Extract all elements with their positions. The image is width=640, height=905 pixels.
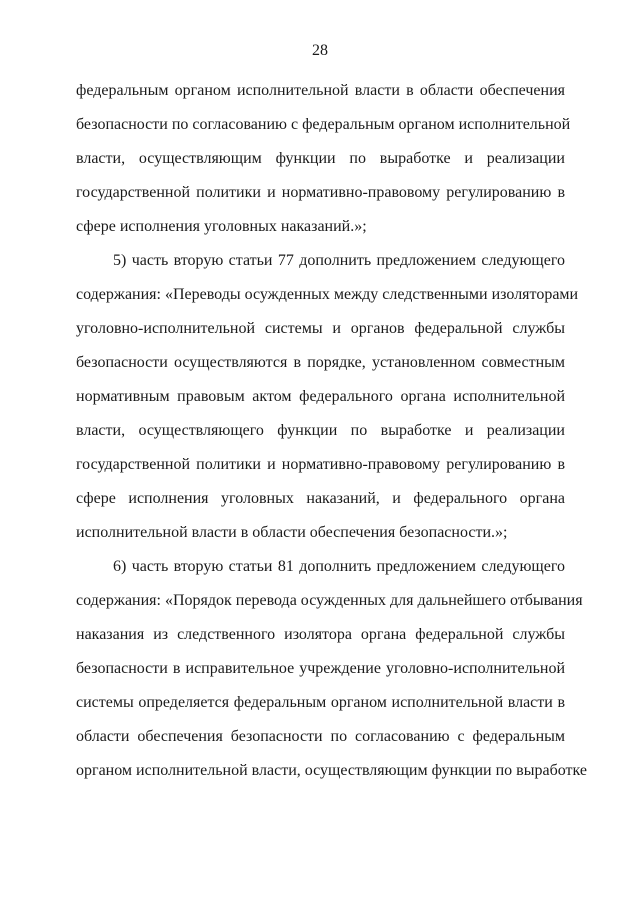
document-body [76, 81, 587, 795]
paragraph-line: нормативным правовым актом федерального органа исполнительной [76, 388, 565, 405]
paragraph-line: федеральным органом исполнительной власти в области обеспечения [76, 82, 565, 99]
paragraph-first-line: 6) часть вторую статьи 81 дополнить предложением следующего [113, 558, 565, 575]
paragraph-line: наказания из следственного изолятора органа федеральной службы [76, 626, 565, 643]
page-number: 28 [312, 42, 328, 59]
paragraph-line: системы определяется федеральным органом исполнительной власти в [76, 694, 565, 711]
paragraph-line: органом исполнительной власти, осуществляющим функции по выработке [76, 762, 587, 779]
paragraph-line: содержания: «Порядок перевода осужденных для дальнейшего отбывания [76, 592, 583, 609]
paragraph-line: исполнительной власти в области обеспечения безопасности.»; [76, 524, 508, 541]
paragraph-line: власти, осуществляющего функции по выработке и реализации [76, 422, 565, 439]
paragraph-line: безопасности в исправительное учреждение уголовно-исполнительной [76, 660, 565, 677]
paragraph-line: государственной политики и нормативно-правовому регулированию в [76, 456, 565, 473]
paragraph-line: уголовно-исполнительной системы и органов федеральной службы [76, 320, 565, 337]
paragraph-line: сфере исполнения уголовных наказаний.»; [76, 218, 367, 235]
paragraph-line: сфере исполнения уголовных наказаний, и федерального органа [76, 490, 565, 507]
paragraph-line: государственной политики и нормативно-правовому регулированию в [76, 184, 565, 201]
paragraph-line: власти, осуществляющим функции по выработке и реализации [76, 150, 565, 167]
paragraph-line: области обеспечения безопасности по согласованию с федеральным [76, 728, 565, 745]
paragraph-line: безопасности осуществляются в порядке, установленном совместным [76, 354, 565, 371]
paragraph-line: безопасности по согласованию с федеральным органом исполнительной [76, 116, 571, 133]
paragraph-line: содержания: «Переводы осужденных между следственными изоляторами [76, 286, 579, 303]
paragraph-first-line: 5) часть вторую статьи 77 дополнить предложением следующего [113, 252, 565, 269]
